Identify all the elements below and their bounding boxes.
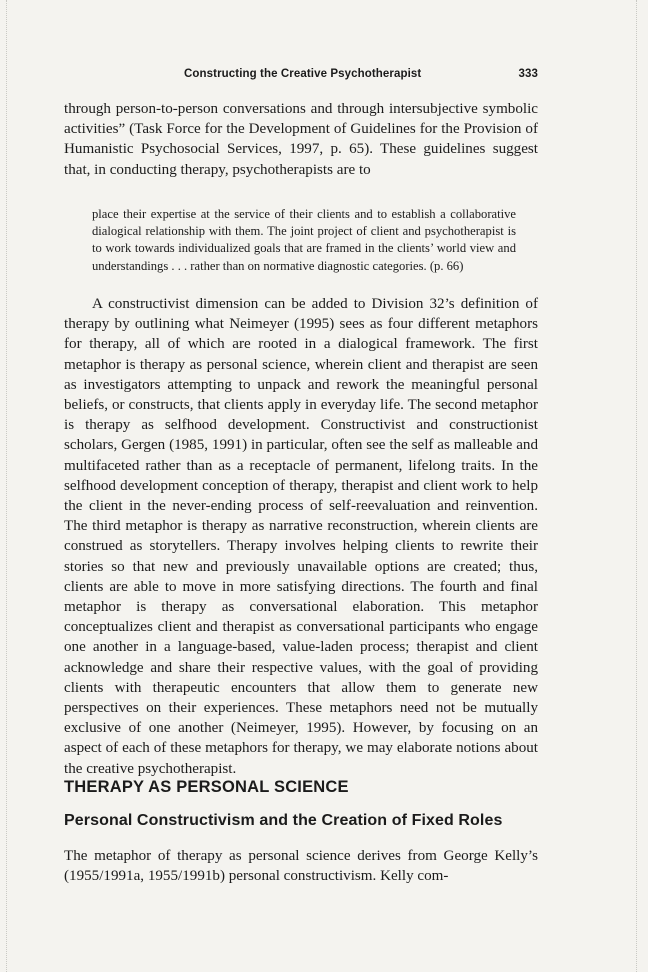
block-quote: place their expertise at the service of their clients and to establish a collaborative dialogical relationship with them. The joint project of client and psychotherapist is to work towards individualized goals that are framed in the clients’ world view and understandings . . . rather than on normative diagnostic categories. (p. 66) — [92, 207, 516, 273]
subsection-heading: Personal Constructivism and the Creation of Fixed Roles — [64, 812, 503, 829]
left-scan-edge — [6, 0, 8, 972]
page-number: 333 — [518, 68, 538, 80]
paragraph-continuation: through person-to-person conversations and through intersubjective symbolic activities” (Task Force for the Development of Guidelines for the Provision of Humanistic Psychosocial Services, 1997, p. 65). These guidelines suggest that, in conducting therapy, psychotherapists are to — [64, 101, 538, 178]
paragraph-constructivist-dimension: A constructivist dimension can be added to Division 32’s definition of therapy by outlining what Neimeyer (1995) sees as four different metaphors for therapy, all of which are rooted in a dialogical framework. The first metaphor is therapy as personal science, wherein client and therapist are seen as investigators attempting to unpack and rework the meaningful personal beliefs, or constructs, that clients apply in everyday life. The second metaphor is therapy as selfhood development. Constructivist and constructionist scholars, Gergen (1985, 1991) in particular, often see the self as malleable and multifaceted rather than as a receptacle of permanent, lifelong traits. In the selfhood development conception of therapy, therapist and client work to help the client in the never-ending process of self-reevaluation and reinvention. The third metaphor is therapy as narrative reconstruction, wherein clients are construed as storytellers. Therapy involves helping clients to rewrite their stories so that new and previously unavailable options are created; thus, clients are able to move in more satisfying directions. The fourth and final metaphor is therapy as conversational elaboration. This metaphor conceptualizes client and therapist as conversational participants who engage one another in a language-based, value-laden process; therapist and client acknowledge and share their respective values, with the goal of providing clients with therapeutic encounters that allow them to generate new perspectives on their experiences. These metaphors need not be mutually exclusive of one another (Neimeyer, 1995). However, by focusing on an aspect of each of these metaphors for therapy, we may elaborate notions about the creative psychotherapist. — [64, 296, 538, 777]
running-header — [64, 66, 538, 84]
paragraph-personal-science: The metaphor of therapy as personal science derives from George Kelly’s (1955/1991a, 1955/1991b) personal constructivism. Kelly com- — [64, 848, 538, 885]
running-title: Constructing the Creative Psychotherapist — [184, 68, 422, 80]
section-heading: THERAPY AS PERSONAL SCIENCE — [64, 778, 349, 796]
right-scan-edge — [636, 0, 638, 972]
